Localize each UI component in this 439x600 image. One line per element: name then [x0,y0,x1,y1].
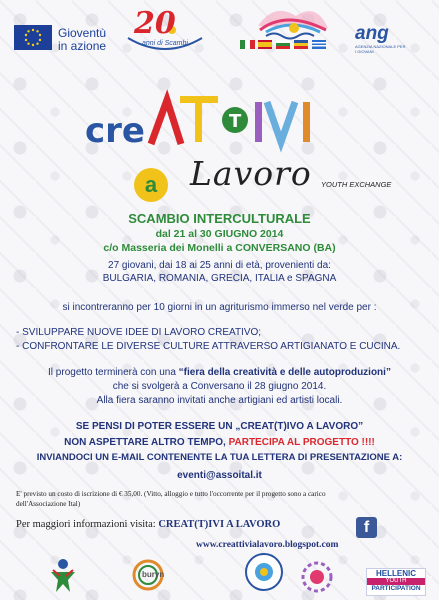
participants-countries: BULGARIA, ROMANIA, GRECIA, ITALIA e SPAGNA [102,273,337,284]
hellenic-line1: HELLENIC [376,569,416,578]
event-dates: dal 21 al 30 GIUGNO 2014 [155,228,284,240]
event-heading: SCAMBIO INTERCULTURALE [128,211,311,226]
event-location: c/o Masseria dei Monelli a CONVERSANO (BA) [103,242,336,254]
burym-logo [128,558,172,592]
gioventu-line1: Gioventù [58,26,107,40]
fair-line3: Alla fiera saranno invitati anche artigiani ed artisti locali. [96,395,343,406]
cta-line2 [0,436,439,449]
hellenic-line2: YOUTH [367,578,425,585]
gioventu-line2: in azione [58,39,107,53]
participants-line1: 27 giovani, dai 18 ai 25 anni di età, provenienti da: [108,260,331,271]
cta-participate: PARTECIPA AL PROGETTO !!!! [228,437,375,448]
burym-name: buryn [142,570,165,579]
ang-logo-subtitle: AGENZIA NAZIONALE PER I GIOVANI [355,44,406,54]
cta-line3: INVIANDOCI UN E-MAIL CONTENENTE LA TUA LETTERA DI PRESENTAZIONE A: [36,452,403,463]
meet-line: si incontreranno per 10 giorni in un agriturismo immerso nel verde per : [62,302,377,313]
partner-figure-logo [48,556,78,594]
info-project-name: CREAT(T)IVI A LAVORO [158,519,281,530]
goal-1: - SVILUPPARE NUOVE IDEE DI LAVORO CREATIVO; [16,327,262,338]
title-lavoro: Lavoro [190,154,312,193]
title-a: a [134,168,168,202]
hellenic-line3: PARTICIPATION [371,585,421,592]
svg-text:T: T [229,111,242,132]
partner-gear-logo [300,560,334,594]
facebook-icon[interactable]: f [356,517,377,538]
logo20-number: 20 [134,6,176,41]
ang-logo-name: ang [355,23,389,44]
goal-2: - CONFRONTARE LE DIVERSE CULTURE ATTRAVERSO ARTIGIANATO E CUCINA. [16,341,401,352]
hellenic-youth-participation-logo [366,568,426,596]
cta-line2-intro: NON ASPETTARE ALTRO TEMPO, [64,437,229,448]
youth-exchange-label: YOUTH EXCHANGE [321,180,392,189]
eu-flag-logo [14,25,52,50]
website-link[interactable]: www.creattivialavoro.blogspot.com [196,540,339,550]
cost-line2: dell'Associazione Ital) [16,500,81,508]
gioventu-in-azione-logo [58,27,106,53]
cta-line1: SE PENSI DI POTER ESSERE UN „CREAT(T)IVO A LAVORO” [75,421,364,432]
association-logo-with-flags [236,6,348,58]
fair-name: “fiera della creatività e delle autoproduzioni” [178,367,391,378]
fair-line2: che si svolgerà a Conversano il 28 giugno 2014. [112,381,327,392]
ngo-circle-logo [244,550,284,594]
fair-intro: Il progetto terminerà con una [48,367,179,378]
twenty-years-logo [120,8,210,56]
contact-email[interactable]: eventi@assoital.it [177,470,262,481]
ang-logo [355,24,407,58]
fair-line1 [0,366,439,379]
info-intro: Per maggiori informazioni visita: [16,519,159,530]
cost-line1: E' previsto un costo di iscrizione di € 35,00. (Vitto, alloggio e tutto l'occorrente per il progetto sono a carico [16,490,326,498]
info-line [16,519,280,530]
logo20-subtitle: anni di Scambi [142,40,188,47]
svg-text:cre: cre [85,111,145,151]
